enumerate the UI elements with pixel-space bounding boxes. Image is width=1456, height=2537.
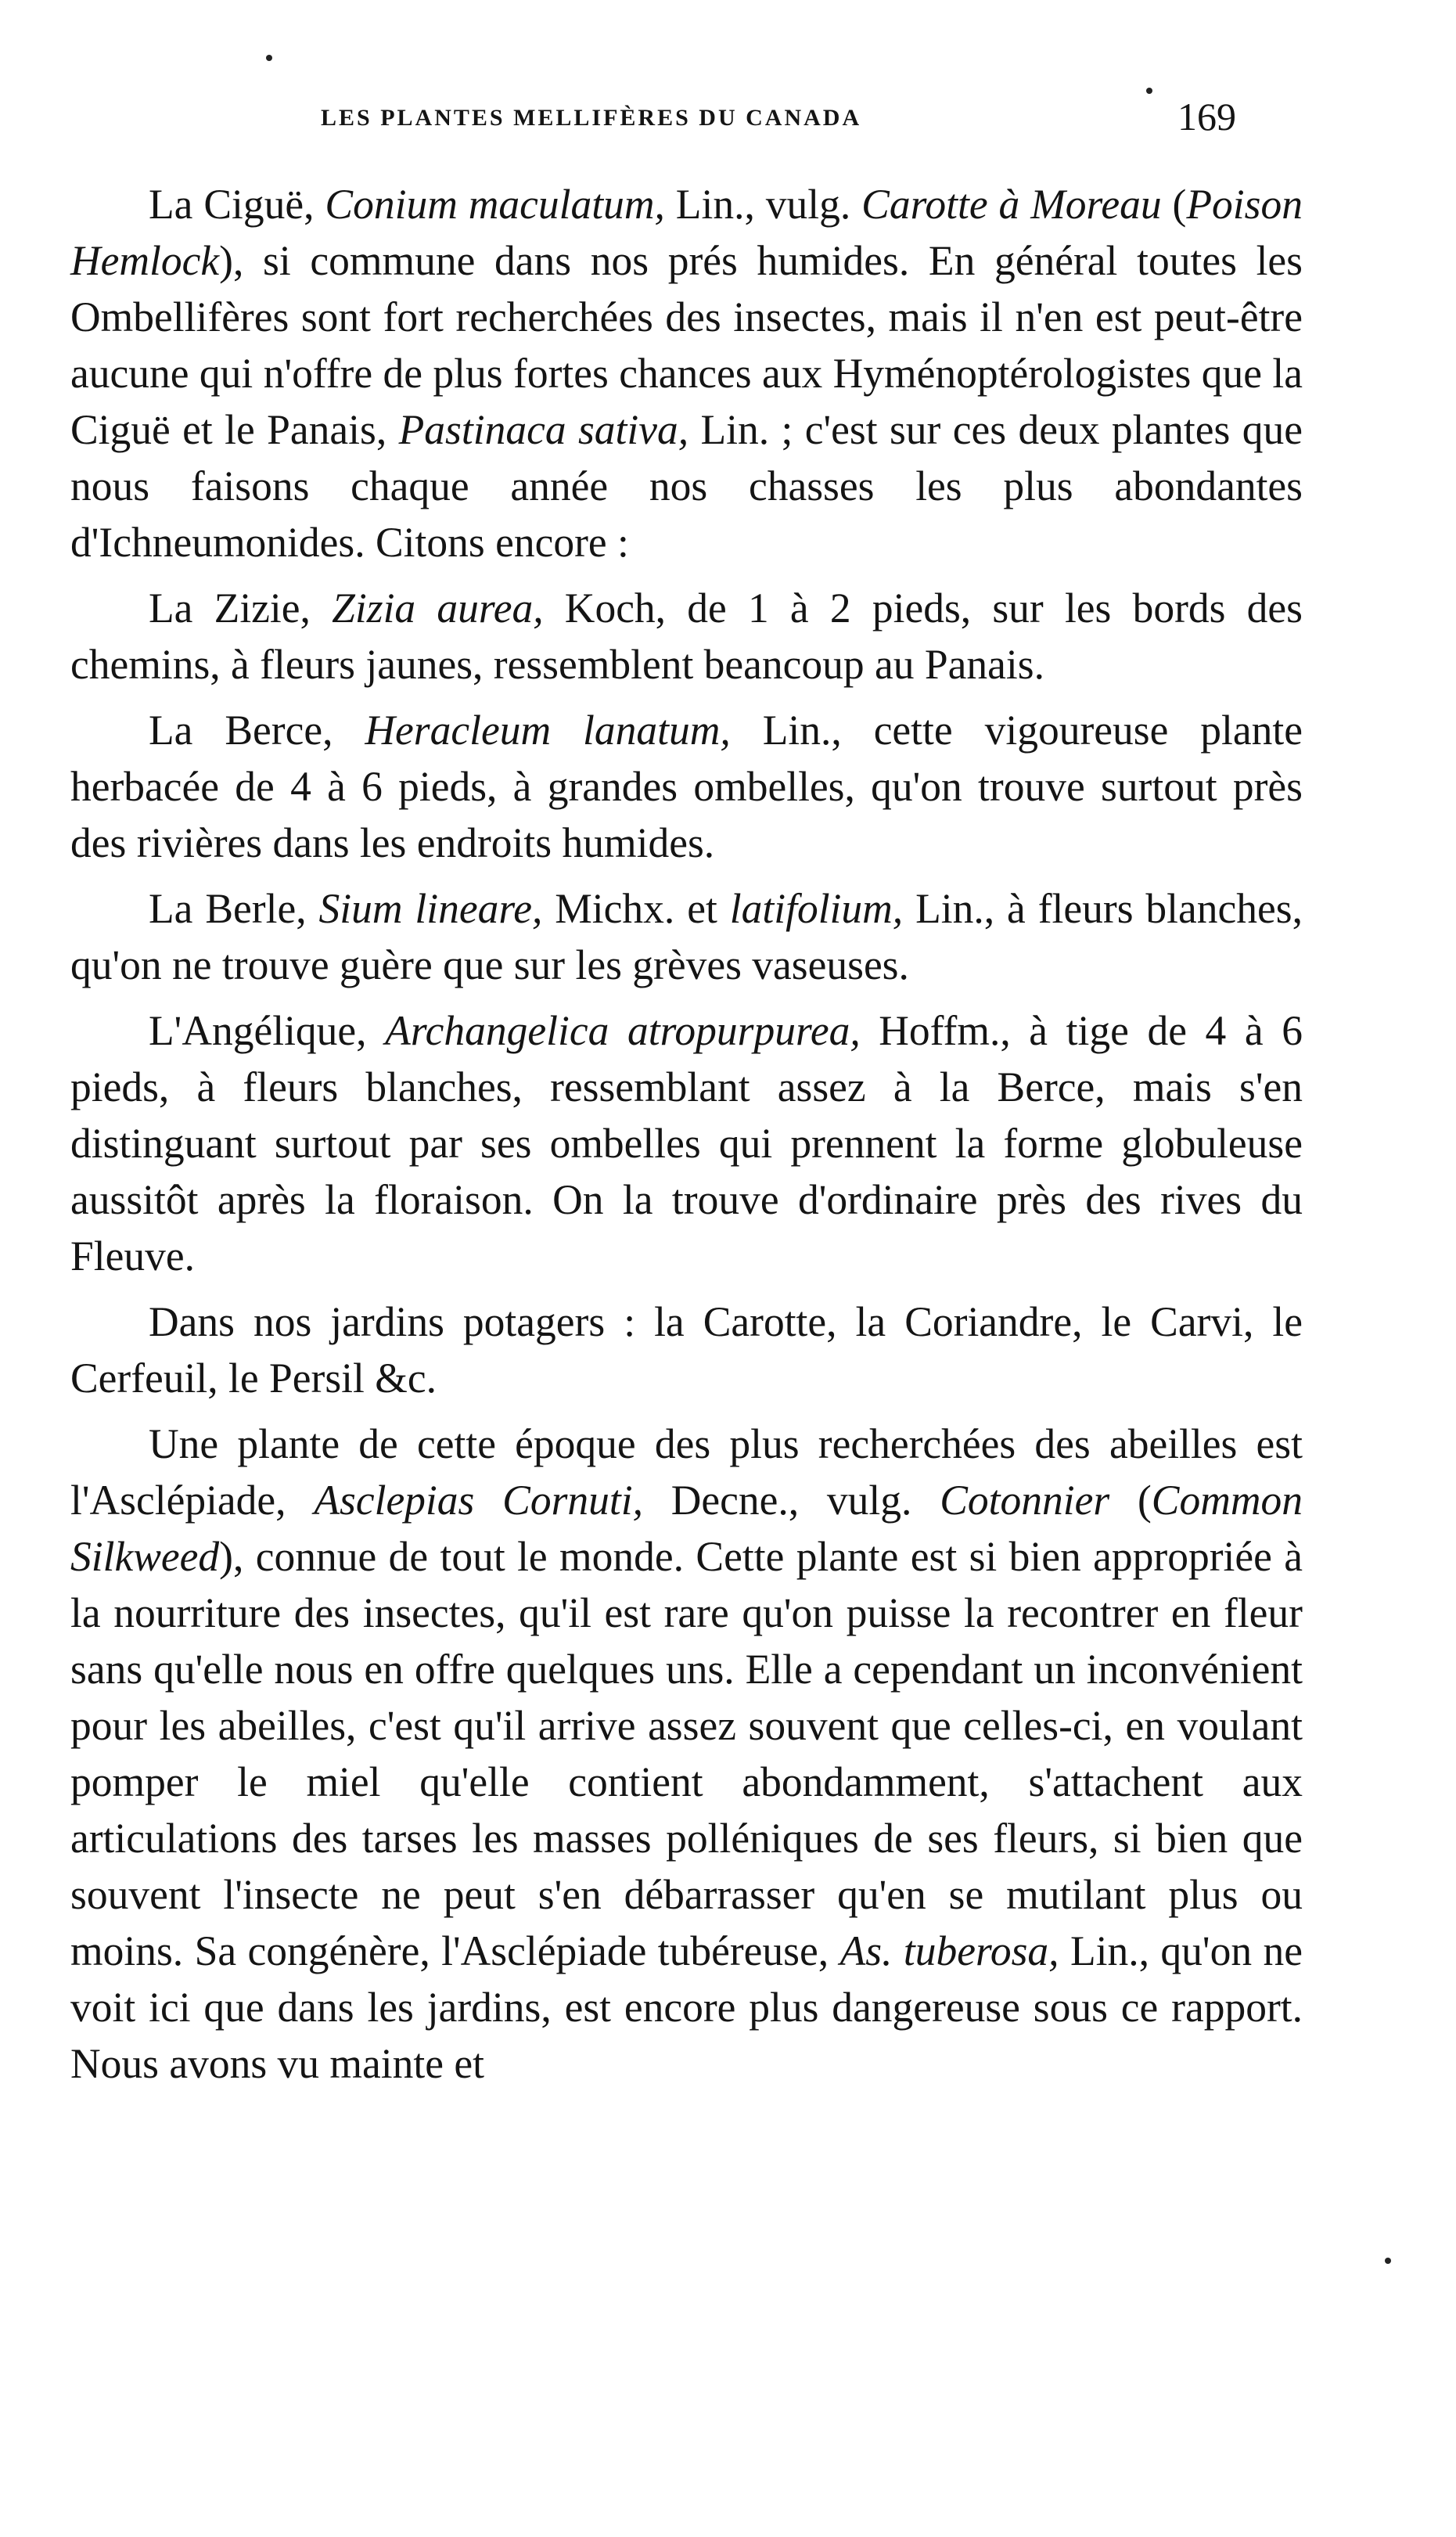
text-run: Koch, de 1 à 2 pieds, sur les bords des chemins, à fleurs jaunes, ressemblent beancoup au Panais. [70,585,1303,688]
text-run: Lin., cette vigoureuse plante herbacée de 4 à 6 pieds, à grandes ombelles, qu'on trouve surtout près des rivières dans les endroits humides. [70,707,1303,866]
italic-text: Poison Hemlock [70,181,1303,284]
running-title: LES PLANTES MELLIFÈRES DU CANADA [321,105,862,131]
paragraph [70,880,1303,993]
page-number: 169 [1177,95,1236,139]
text-run: La Ciguë, [149,181,325,228]
text-run: L'Angélique, [149,1007,386,1054]
text-run: La Berce, [149,707,365,754]
text-run: Lin. ; c'est sur ces deux plantes que nous faisons chaque année nos chasses les plus abondantes d'Ichneumonides. Citons encore : [70,406,1303,566]
paragraph [70,1294,1303,1406]
paragraph [70,580,1303,693]
text-run: ( [1161,181,1187,228]
italic-text: Heracleum lanatum, [365,707,731,754]
italic-text: Zizia aurea, [332,585,544,632]
italic-text: Conium maculatum, [325,181,665,228]
text-run: La Berle, [149,885,319,932]
italic-text: Archangelica atropurpurea, [385,1007,861,1054]
text-run: Michx. et [542,885,730,932]
text-run: Dans nos jardins potagers : la Carotte, la Coriandre, le Carvi, le Cerfeuil, le Persil &c. [70,1298,1303,1402]
paragraph [70,1002,1303,1284]
text-run: Une plante de cette époque des plus recherchées des abeilles est l'Asclépiade, [70,1420,1303,1524]
text-run: La Zizie, [149,585,333,632]
text-run: Hoffm., à tige de 4 à 6 pieds, à fleurs blanches, ressemblant assez à la Berce, mais s'en distinguant surtout par ses ombelles qui prennent la forme globuleuse aussitôt après la floraison. On la trouve d'ordinaire près des rives du Fleuve. [70,1007,1303,1279]
italic-text: Asclepias Cornuti, [314,1477,643,1524]
body-text [70,176,1303,2101]
text-run: ( [1109,1477,1152,1524]
page-header [321,94,1236,149]
ink-speck [266,55,272,61]
text-run: ), connue de tout le monde. Cette plante est si bien appropriée à la nourriture des insectes, qu'il est rare qu'on puisse la recontrer en fleur sans qu'elle nous en offre quelques uns. Elle a cependant un inconvénient pour les abeilles, c'est qu'il arrive assez souvent que celles-ci, en voulant pomper le miel qu'elle contient abondamment, s'attachent aux articulations des tarses les masses polléniques de ses fleurs, si bien que souvent l'insecte ne peut s'en débarrasser qu'en se mutilant plus ou moins. Sa congénère, l'Asclépiade tubéreuse, [70,1533,1303,1974]
text-run: Decne., vulg. [643,1477,940,1524]
text-run: Lin., qu'on ne voit ici que dans les jardins, est encore plus dangereuse sous ce rapport. Nous avons vu mainte et [70,1927,1303,2087]
ink-speck [1385,2258,1391,2264]
italic-text: Common Silkweed [70,1477,1303,1580]
italic-text: As. tuberosa, [839,1927,1059,1974]
text-run: Lin., à fleurs blanches, qu'on ne trouve guère que sur les grèves vaseuses. [70,885,1303,988]
paragraph [70,1416,1303,2092]
paragraph [70,176,1303,570]
ink-speck [1146,88,1152,94]
text-run: Lin., vulg. [664,181,862,228]
paragraph [70,702,1303,871]
italic-text: latifolium, [729,885,904,932]
italic-text: Carotte à Moreau [861,181,1162,228]
italic-text: Cotonnier [940,1477,1110,1524]
text-run: ), si commune dans nos prés humides. En général toutes les Ombellifères sont fort recherchées des insectes, mais il n'en est peut-être aucune qui n'offre de plus fortes chances aux Hyménoptérologistes que la Ciguë et le Panais, [70,237,1303,453]
italic-text: Pastinaca sativa, [398,406,689,453]
italic-text: Sium lineare, [318,885,543,932]
